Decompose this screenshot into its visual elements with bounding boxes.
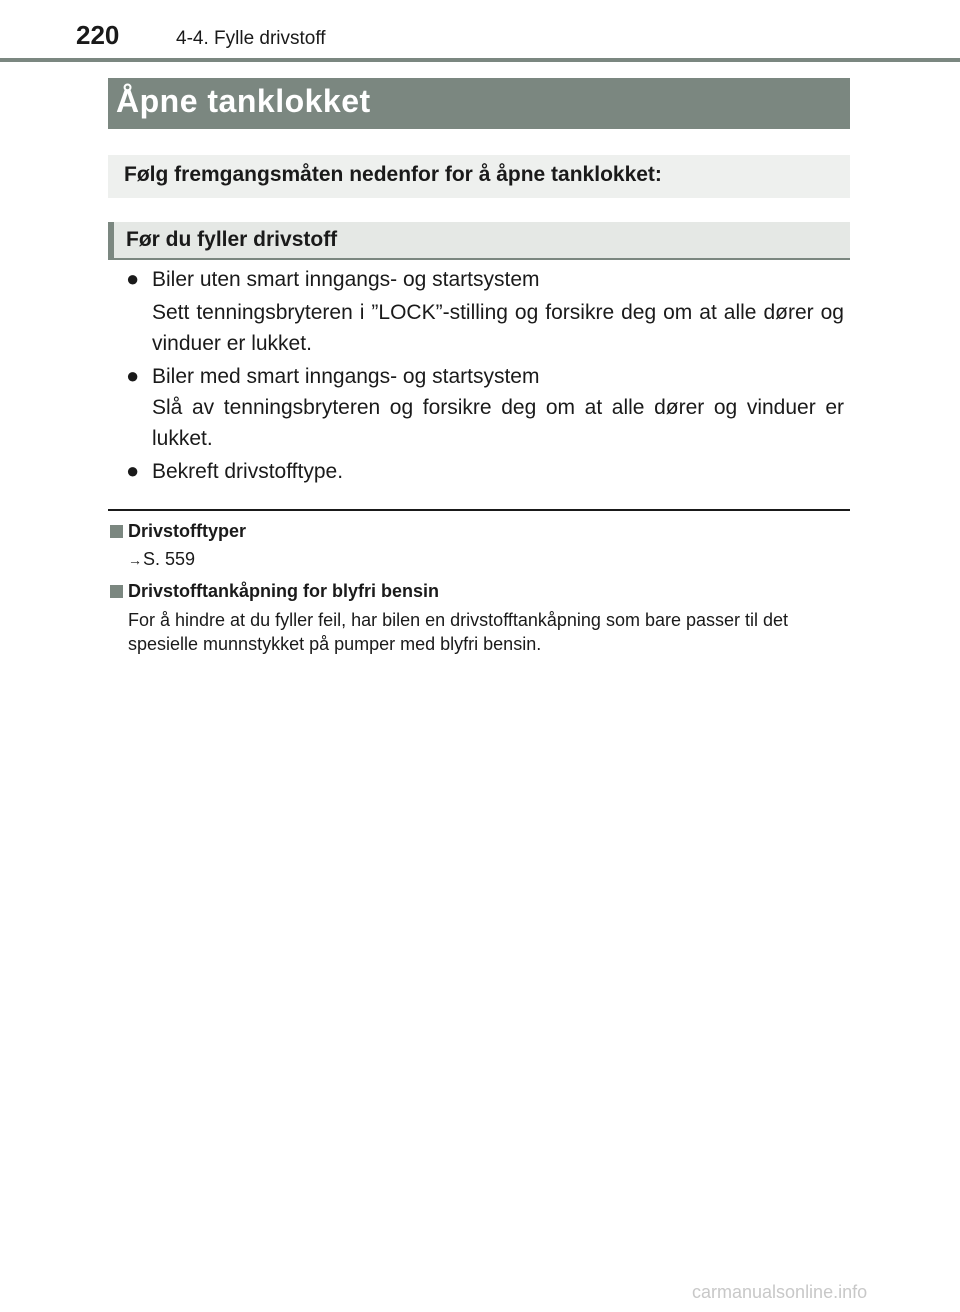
- bullet-body: Sett tenningsbryteren i ”LOCK”-stilling og forsikre deg om at alle dører og vinduer er lukket.: [152, 301, 844, 355]
- intro-text: Følg fremgangsmåten nedenfor for å åpne tanklokket:: [124, 163, 662, 186]
- subheading-accent: [108, 222, 114, 258]
- note-square-icon: [110, 525, 123, 538]
- header-rule: [0, 58, 960, 62]
- bullet-dot-icon: ●: [126, 363, 140, 388]
- bullet-title: Bekreft drivstofftype.: [152, 460, 344, 483]
- note-title: Drivstofftyper: [128, 521, 247, 541]
- bullet-title: Biler med smart inngangs- og startsystem: [152, 365, 540, 388]
- bullet-dot-icon: ●: [126, 458, 140, 483]
- note-title: Drivstofftankåpning for blyfri bensin: [128, 581, 440, 601]
- subheading-text: Før du fyller drivstoff: [126, 228, 338, 251]
- title-bar: [108, 78, 850, 129]
- bullet-body: Slå av tenningsbryteren og forsikre deg om at alle dører og vinduer er lukket.: [152, 396, 844, 450]
- note-square-icon: [110, 585, 123, 598]
- page-number: 220: [76, 20, 120, 50]
- watermark: carmanualsonline.info: [692, 1282, 868, 1302]
- page-reference: [128, 549, 195, 570]
- subheading-bar: [108, 222, 850, 260]
- section-title: 4-4. Fylle drivstoff: [176, 28, 326, 49]
- page-header: [0, 0, 960, 62]
- section-divider: [108, 509, 850, 511]
- page-title: Åpne tanklokket: [116, 83, 371, 119]
- bullet-dot-icon: ●: [126, 266, 140, 291]
- arrow-right-icon: →: [128, 552, 142, 568]
- note-body: For å hindre at du fyller feil, har bilen en drivstofftankåpning som bare passer til det spesielle munnstykket på pumper med blyfri bensin.: [128, 610, 789, 654]
- intro-box: [108, 155, 850, 198]
- bullet-title: Biler uten smart inngangs- og startsystem: [152, 268, 540, 291]
- page-reference-text: S. 559: [143, 549, 196, 569]
